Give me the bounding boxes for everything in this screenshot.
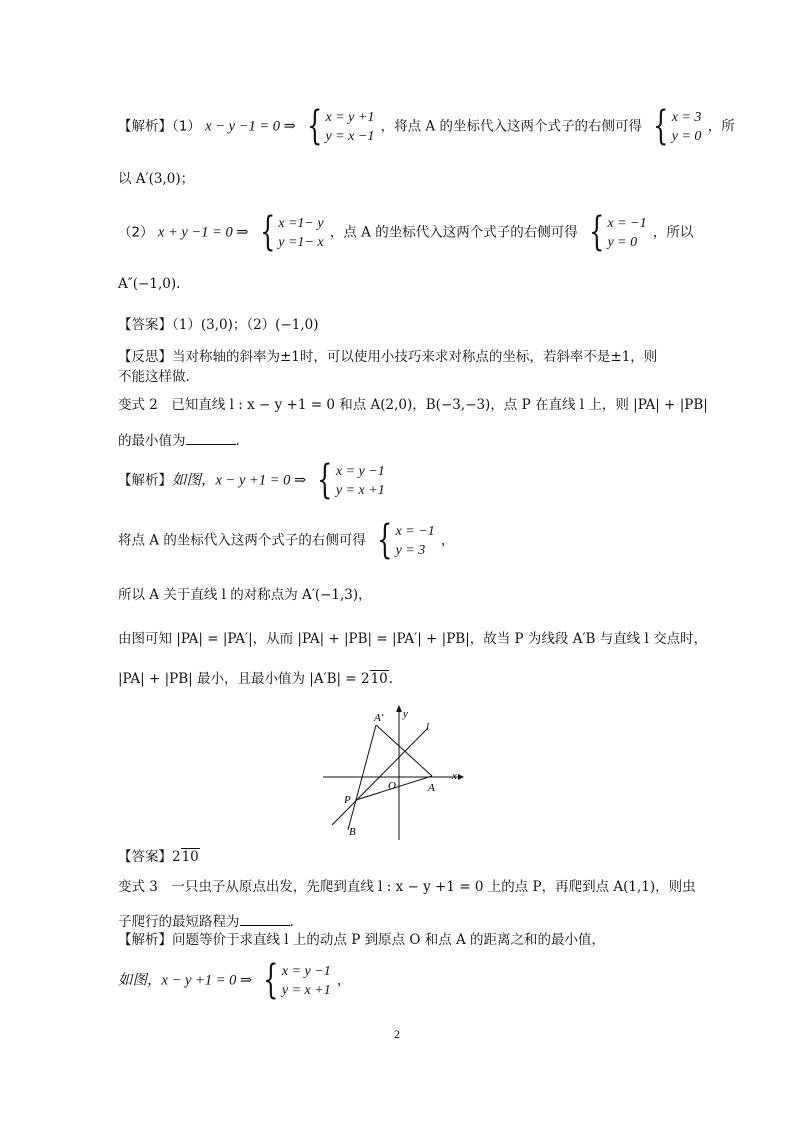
- text-line: 由图可知 |PA| = |PA′|，从而 |PA| + |PB| = |PA′| + |PB|，故当 P 为线段 A′B 与直线 l 交点时，: [118, 631, 708, 647]
- text: |PA| + |PB| 最小，且最小值为 |A′B| = 2: [118, 671, 370, 687]
- label-a-prime: A′: [374, 712, 384, 724]
- label-l: l: [426, 721, 430, 733]
- variant-3-line-2: [118, 911, 294, 931]
- equation-system: { x = y +1 y = x −1: [307, 103, 375, 149]
- system-row: y = x +1: [281, 983, 331, 998]
- text: ，所以: [652, 224, 694, 241]
- equation: x − y −1 = 0 ⇒: [205, 118, 296, 135]
- text-line: 所以 A 关于直线 l 的对称点为 A′(−1,3)，: [118, 587, 372, 603]
- answer-line: [118, 316, 319, 334]
- system-row: y = x +1: [335, 483, 385, 498]
- coordinate-figure: [318, 700, 468, 840]
- system-row: x =1− y: [278, 216, 324, 231]
- text-line: [118, 670, 393, 688]
- text: ，所: [707, 118, 735, 135]
- analysis-label: 【解析】: [118, 932, 172, 948]
- equation: 如图，x − y +1 = 0 ⇒: [118, 972, 253, 989]
- system-row: y = x −1: [325, 129, 375, 144]
- system-row: x = y −1: [335, 464, 385, 479]
- part-number: （2）: [118, 224, 154, 241]
- text: 将点 A 的坐标代入这两个式子的右侧可得: [118, 532, 366, 549]
- answer-blank: [240, 911, 290, 926]
- page-number: 2: [394, 1027, 400, 1041]
- answer-label: 【答案】: [118, 317, 172, 333]
- text: ，将点 A 的坐标代入这两个式子的右侧可得: [380, 118, 642, 135]
- solution-line: [118, 517, 455, 563]
- system-row: y =1− x: [278, 235, 324, 250]
- system-row: x = 3: [671, 110, 702, 125]
- system-row: x = y +1: [325, 110, 375, 125]
- equation-system: { x = y −1 y = x +1: [317, 457, 385, 503]
- text: ，点 A 的坐标代入这两个式子的右侧可得: [329, 224, 578, 241]
- system-row: x = −1: [395, 524, 435, 539]
- solution-line: [118, 957, 351, 1003]
- analysis-label: 【解析】: [118, 472, 172, 489]
- system-row: x = y −1: [281, 964, 331, 979]
- text: ，: [441, 532, 455, 549]
- text: ，: [337, 972, 351, 989]
- equation-system: { x = y −1 y = x +1: [263, 957, 331, 1003]
- answer-blank: [186, 430, 236, 445]
- answer-text: （1）(3,0)；（2）(−1,0): [172, 317, 319, 333]
- system-row: x = −1: [607, 216, 647, 231]
- solution-line: [118, 931, 605, 949]
- system-row: y = 3: [395, 543, 426, 558]
- solution-1-line: [118, 103, 735, 149]
- equation: 如图，x − y +1 = 0 ⇒: [172, 472, 307, 489]
- radicand: 10: [181, 849, 199, 865]
- text-line: 以 A′(3,0)；: [118, 171, 195, 187]
- variant-3-line: 变式 3 一只虫子从原点出发，先爬到直线 l : x − y +1 = 0 上的点 P，再爬到点 A(1,1)，则虫: [118, 879, 696, 895]
- system-row: y = 0: [607, 235, 638, 250]
- text: .: [235, 433, 240, 449]
- y-axis-arrow: [396, 705, 402, 712]
- label-o: O: [388, 780, 396, 792]
- label-p: P: [344, 794, 351, 806]
- equation-system: { x =1− y y =1− x: [259, 209, 324, 255]
- answer-label: 【答案】: [118, 849, 172, 865]
- equation-system: { x = 3 y = 0: [653, 103, 702, 149]
- text: 问题等价于求直线 l 上的动点 P 到原点 O 和点 A 的距离之和的最小值，: [172, 932, 606, 948]
- reflection-line: [118, 348, 657, 366]
- label-x: x: [452, 770, 457, 782]
- radicand: 10: [370, 671, 388, 687]
- reflection-text: 当对称轴的斜率为±1时，可以使用小技巧来求对称点的坐标，若斜率不是±1，则: [172, 349, 658, 365]
- part-number: （1）: [172, 118, 201, 135]
- reflection-label: 【反思】: [118, 349, 172, 365]
- text: .: [388, 671, 394, 687]
- analysis-label: 【解析】: [118, 118, 172, 135]
- reflection-line-2: 不能这样做.: [118, 369, 190, 385]
- text: .: [289, 914, 294, 930]
- text: 的最小值为: [118, 433, 186, 449]
- answer-text: 2: [172, 849, 181, 865]
- equation-system: { x = −1 y = 0: [589, 209, 647, 255]
- label-b: B: [349, 826, 356, 838]
- variant-2-line: 变式 2 已知直线 l : x − y +1 = 0 和点 A(2,0)，B(−3,−3)，点 P 在直线 l 上，则 |PA| + |PB|: [118, 397, 708, 413]
- text-line: A″(−1,0).: [118, 276, 181, 292]
- equation: x + y −1 = 0 ⇒: [157, 224, 249, 241]
- system-row: y = 0: [671, 129, 702, 144]
- x-axis-arrow: [458, 774, 464, 780]
- label-y: y: [403, 708, 408, 720]
- solution-line: [118, 457, 387, 503]
- variant-2-line-2: [118, 430, 240, 450]
- text: 子爬行的最短路程为: [118, 914, 240, 930]
- equation-system: { x = −1 y = 3: [377, 517, 435, 563]
- solution-2-line: [118, 209, 694, 255]
- answer-line: [118, 848, 200, 866]
- label-a: A: [428, 782, 435, 794]
